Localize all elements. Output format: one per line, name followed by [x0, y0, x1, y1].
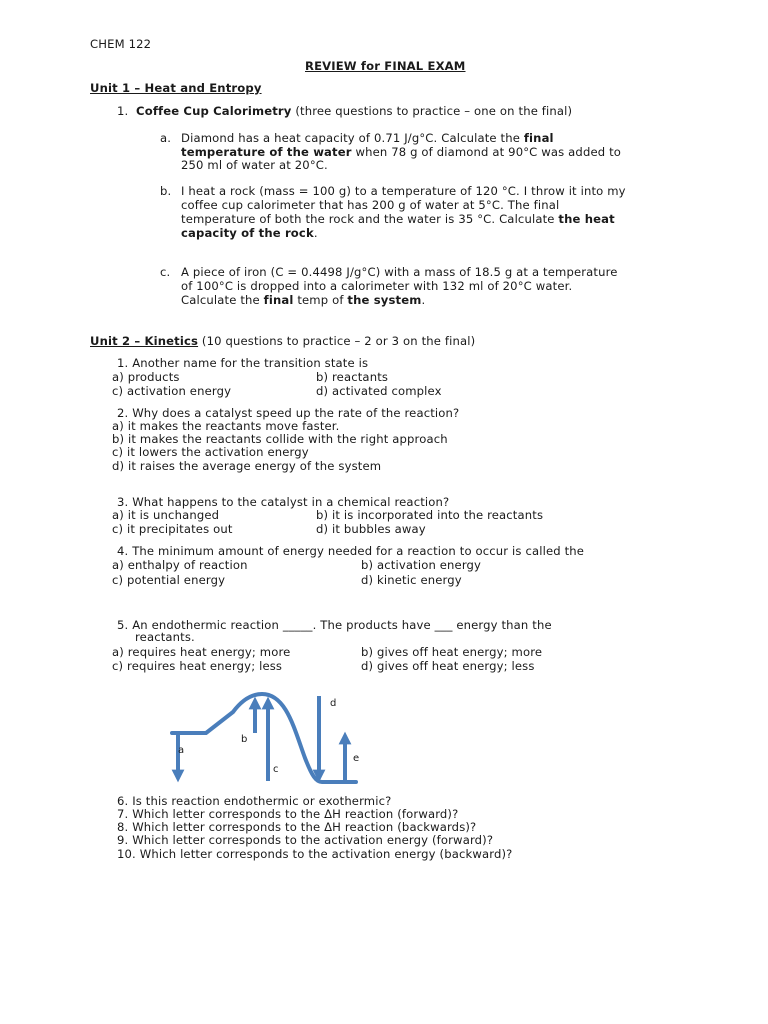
diagram-label-e: e	[353, 753, 360, 764]
k-q5-stem-cont: reactants.	[135, 630, 195, 644]
diagram-label-a: a	[178, 745, 185, 756]
unit1-heading: Unit 1 – Heat and Entropy	[90, 81, 262, 95]
q1c-line3: Calculate the final temp of the system.	[181, 293, 426, 307]
k-q7: 7. Which letter corresponds to the ΔH reaction (forward)?	[117, 807, 459, 821]
k-q2-a: a) it makes the reactants move faster.	[112, 419, 340, 433]
q1a-line2: temperature of the water when 78 g of diamond at 90°C was added to	[181, 145, 622, 159]
k-q2-c: c) it lowers the activation energy	[112, 445, 309, 459]
k-q4-c: c) potential energy	[112, 573, 226, 587]
k-q1-b: b) reactants	[316, 370, 389, 384]
q1b-line3: temperature of both the rock and the water is 35 °C. Calculate the heat	[181, 212, 615, 226]
q1c-letter: c.	[160, 265, 171, 279]
q1b-line4: capacity of the rock.	[181, 226, 318, 240]
k-q3-stem: 3. What happens to the catalyst in a chemical reaction?	[117, 495, 450, 509]
q1b-letter: b.	[160, 184, 172, 198]
k-q3-c: c) it precipitates out	[112, 522, 233, 536]
diagram-label-b: b	[241, 734, 248, 745]
k-q5-b: b) gives off heat energy; more	[361, 645, 543, 659]
k-q4-stem: 4. The minimum amount of energy needed for a reaction to occur is called the	[117, 544, 585, 558]
k-q1-a: a) products	[112, 370, 180, 384]
reaction-curve	[172, 694, 356, 782]
q1c-line1: A piece of iron (C = 0.4498 J/g°C) with a mass of 18.5 g at a temperature	[181, 265, 618, 279]
q1b-line1: I heat a rock (mass = 100 g) to a temperature of 120 °C. I throw it into my	[181, 184, 626, 198]
q1a-line1: Diamond has a heat capacity of 0.71 J/g°C. Calculate the final	[181, 131, 554, 145]
k-q3-a: a) it is unchanged	[112, 508, 220, 522]
course-code: CHEM 122	[90, 37, 152, 51]
k-q2-d: d) it raises the average energy of the system	[112, 459, 382, 473]
k-q4-d: d) kinetic energy	[361, 573, 462, 587]
k-q5-d: d) gives off heat energy; less	[361, 659, 535, 673]
q1b-line2: coffee cup calorimeter that has 200 g of water at 5°C. The final	[181, 198, 560, 212]
q1c-line2: of 100°C is dropped into a calorimeter with 132 ml of 20°C water.	[181, 279, 573, 293]
k-q2-b: b) it makes the reactants collide with the right approach	[112, 432, 448, 446]
diagram-label-c: c	[273, 764, 279, 775]
unit2-heading: Unit 2 – Kinetics (10 questions to practice – 2 or 3 on the final)	[90, 334, 476, 348]
k-q8: 8. Which letter corresponds to the ΔH reaction (backwards)?	[117, 820, 477, 834]
k-q3-d: d) it bubbles away	[316, 522, 426, 536]
page-title: REVIEW for FINAL EXAM	[305, 59, 466, 73]
k-q1-d: d) activated complex	[316, 384, 442, 398]
k-q2-stem: 2. Why does a catalyst speed up the rate of the reaction?	[117, 406, 460, 420]
k-q9: 9. Which letter corresponds to the activation energy (forward)?	[117, 833, 494, 847]
k-q5-a: a) requires heat energy; more	[112, 645, 291, 659]
q1a-letter: a.	[160, 131, 172, 145]
k-q3-b: b) it is incorporated into the reactants	[316, 508, 544, 522]
diagram-label-d: d	[330, 698, 337, 709]
k-q4-b: b) activation energy	[361, 558, 482, 572]
k-q1-stem: 1. Another name for the transition state is	[117, 356, 369, 370]
q1a-line3: 250 ml of water at 20°C.	[181, 158, 328, 172]
k-q6: 6. Is this reaction endothermic or exothermic?	[117, 794, 392, 808]
k-q10: 10. Which letter corresponds to the activation energy (backward)?	[117, 847, 513, 861]
k-q5-c: c) requires heat energy; less	[112, 659, 283, 673]
k-q1-c: c) activation energy	[112, 384, 232, 398]
unit1-q1: 1. Coffee Cup Calorimetry (three questions to practice – one on the final)	[117, 104, 573, 118]
k-q4-a: a) enthalpy of reaction	[112, 558, 248, 572]
k-q5-stem: 5. An endothermic reaction _____. The products have ___ energy than the	[117, 618, 552, 632]
